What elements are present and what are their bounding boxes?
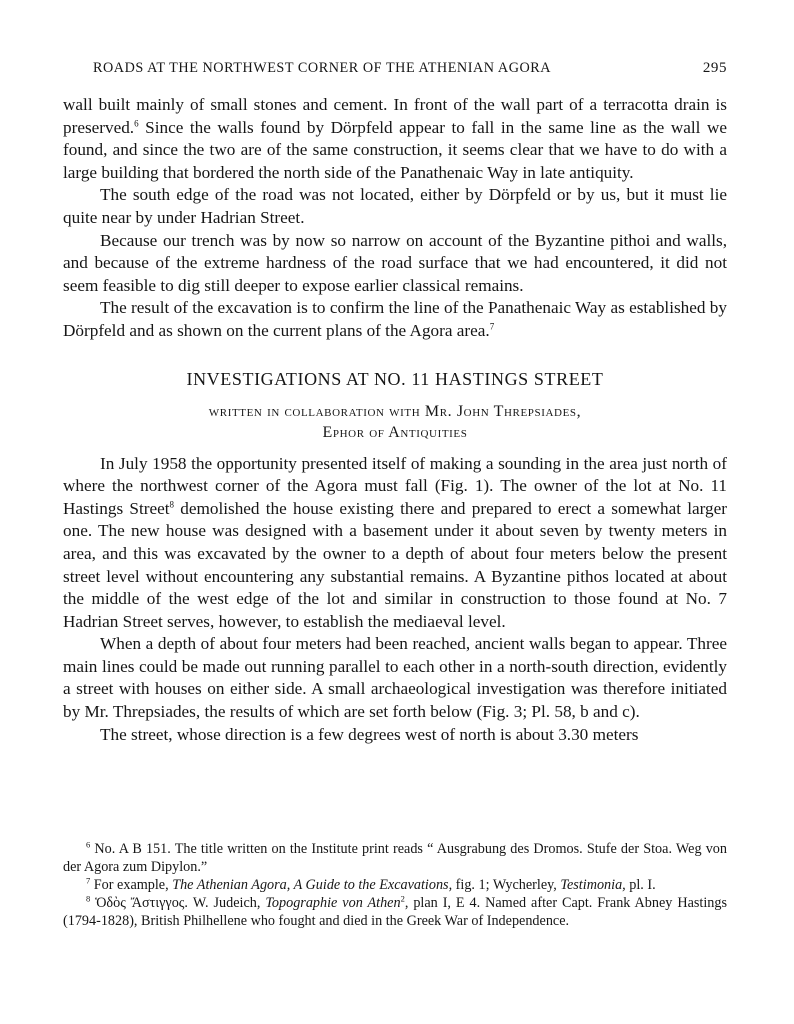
footnote-7-text-c: pl. I.: [625, 877, 656, 893]
footnote-6: [63, 840, 727, 876]
footnote-8-number: 8: [86, 893, 91, 904]
body-text: [63, 94, 727, 746]
paragraph-4-text: The result of the excavation is to confirm the line of the Panathenaic Way as established by Dörpfeld and as shown on the current plans of the Agora area.: [63, 298, 727, 340]
paragraph-5-text-b: demolished the house existing there and prepared to erect a somewhat larger one. The new house was designed with a basement under it about seven by twenty meters in area, and this was excavated by the owner to a depth of about four meters below the present street level without encountering any substantial remains. A Byzantine pithos located at about the middle of the west edge of the lot and similar in construction to those found at No. 7 Hadrian Street serves, however, to establish the mediaeval level.: [63, 498, 727, 631]
paragraph-3: Because our trench was by now so narrow on account of the Byzantine pithoi and walls, and because of the extreme hardness of the road surface that we had encountered, it did not seem feasible to dig still deeper to expose earlier classical remains.: [63, 230, 727, 295]
running-header: [63, 60, 727, 84]
footnote-7-text-a: For example,: [93, 877, 173, 893]
footnote-7: [63, 876, 727, 894]
footnote-ref-7: 7: [489, 321, 495, 332]
footnote-ref-6: 6: [134, 117, 139, 128]
paragraph-1-text-a: wall built mainly of small stones and cement. In front of the wall part of a terracotta drain is preserved.: [63, 95, 727, 137]
footnote-ref-8: 8: [169, 498, 175, 509]
paragraph-7: The street, whose direction is a few degrees west of north is about 3.30 meters: [100, 724, 639, 744]
byline-collaboration: written in collaboration with Mr. John Threpsiades,: [208, 402, 582, 420]
footnote-6-number: 6: [86, 839, 91, 850]
footnote-8-edition: 2: [400, 893, 405, 904]
footnote-7-number: 7: [86, 875, 91, 886]
paragraph-5-text-a: In July 1958 the opportunity presented itself of making a sounding in the area just north of where the northwest corner of the Agora must fall (Fig. 1). The owner of the lot at No. 11 Hastings Street: [63, 453, 727, 518]
footnote-7-title-agora-guide: The Athenian Agora, A Guide to the Excavations,: [172, 877, 453, 893]
byline-title: Ephor of Antiquities: [322, 423, 468, 441]
section-heading: INVESTIGATIONS AT NO. 11 HASTINGS STREET: [186, 368, 604, 389]
footnotes: [63, 840, 727, 930]
footnote-8-title-topographie: Topographie von Athen: [265, 895, 401, 911]
footnote-7-title-testimonia: Testimonia,: [560, 877, 626, 893]
paragraph-6: When a depth of about four meters had been reached, ancient walls began to appear. Three main lines could be made out running parallel to each other in a north-south direction, evidently a street with houses on either side. A small archaeological investigation was therefore initiated by Mr. Threpsiades, the results of which are set forth below (Fig. 3; Pl. 58, b and c).: [63, 634, 727, 722]
paragraph-1-text-b: Since the walls found by Dörpfeld appear to fall in the same line as the wall we found, and since the two are of the same construction, it seems clear that we have to do with a large building that bordered the north side of the Panathenaic Way in late antiquity.: [63, 117, 727, 182]
footnote-7-text-b: fig. 1; Wycherley,: [452, 877, 561, 893]
paragraph-4: [63, 297, 727, 342]
footnote-6-text: No. A B 151. The title written on the Institute print reads “ Ausgrabung des Dromos. Stufe der Stoa. Weg von der Agora zum Dipylon.”: [63, 841, 727, 875]
paragraph-1: [63, 94, 727, 184]
page-number: 295: [702, 60, 727, 76]
running-title: ROADS AT THE NORTHWEST CORNER OF THE ATHENIAN AGORA: [93, 60, 552, 76]
paragraph-5: [63, 453, 727, 634]
footnote-8: [63, 894, 727, 930]
footnote-8-text-a: Ὁδὸς Ἄστιγγος. W. Judeich,: [95, 895, 266, 911]
footnote-8-text-b: , plan I, E 4. Named after Capt. Frank Abney Hastings (1794-1828), British Philhellene who fought and died in the Greek War of Independence.: [63, 895, 727, 929]
paragraph-2: The south edge of the road was not located, either by Dörpfeld or by us, but it must lie quite near by under Hadrian Street.: [63, 185, 727, 227]
